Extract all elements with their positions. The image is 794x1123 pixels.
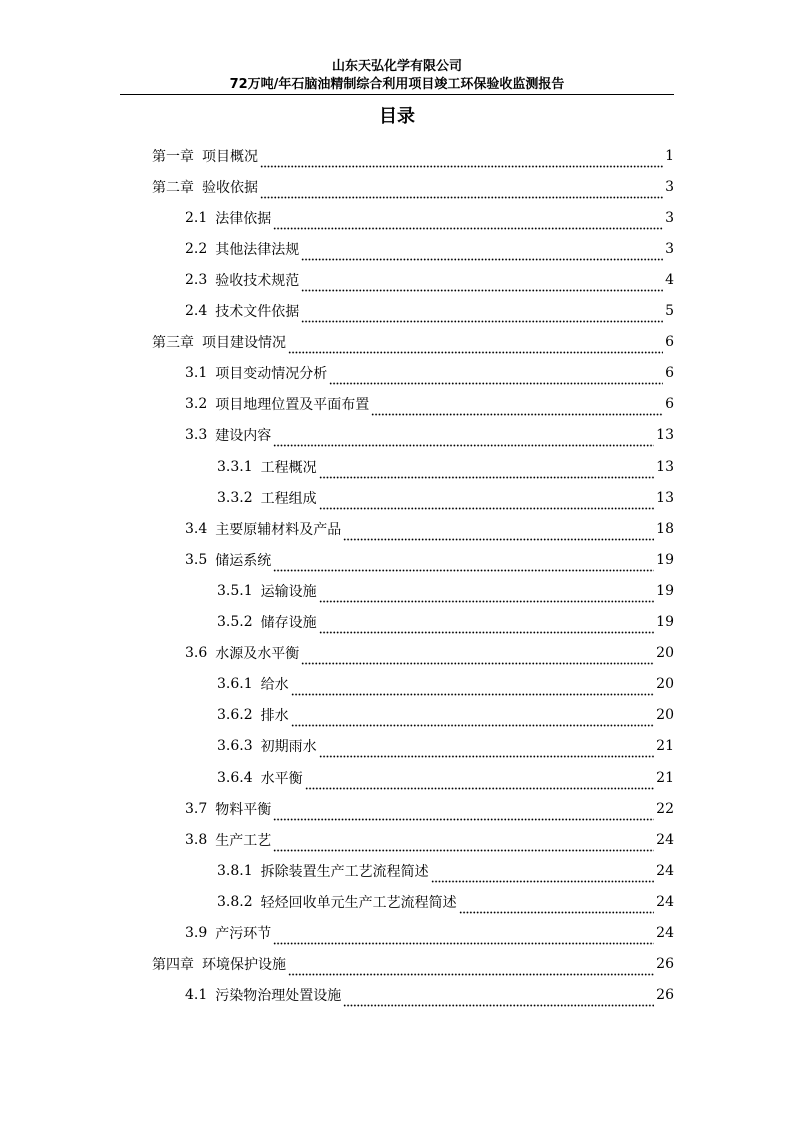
toc-entry-number: 2.1 [185,209,208,226]
toc-entry[interactable] [217,451,674,482]
toc-entry[interactable] [152,140,674,171]
toc-entry-number: 3.3.1 [217,458,253,475]
toc-entry[interactable] [185,824,674,855]
toc-entry-number: 3.6.1 [217,676,253,693]
toc-entry-page: 20 [656,707,674,724]
toc-entry[interactable] [217,700,674,731]
toc-entry[interactable] [185,918,674,949]
toc-entry[interactable] [152,171,674,202]
toc-dot-leader [260,185,663,199]
toc-entry-title: 储运系统 [215,552,272,569]
toc-entry-number: 3.1 [185,365,208,382]
toc-entry-number: 3.5.2 [217,614,253,630]
toc-entry[interactable] [185,544,674,575]
toc-entry-title: 工程组成 [260,490,317,507]
toc-entry-page: 3 [665,178,674,195]
toc-entry-number: 4.1 [185,987,208,1004]
toc-entry-number: 3.8 [185,831,208,848]
toc-entry[interactable] [185,358,674,389]
toc-entry[interactable] [185,264,674,295]
toc-heading: 目录 [379,106,415,127]
toc-entry[interactable] [217,669,674,700]
toc-entry-page: 21 [656,738,674,755]
toc-entry-title: 初期雨水 [260,739,317,756]
toc-dot-leader [459,900,655,914]
toc-entry-title: 主要原辅材料及产品 [215,521,342,538]
toc-entry-title: 法律依据 [215,210,272,227]
toc-entry-page: 24 [656,862,674,879]
toc-entry-title: 污染物治理处置设施 [215,988,342,1005]
toc-dot-leader [371,402,663,416]
toc-dot-leader [305,776,655,790]
toc-dot-leader [291,682,655,696]
toc-entry[interactable] [217,482,674,513]
toc-dot-leader [273,433,654,447]
toc-entry-title: 建设内容 [215,428,272,445]
toc-entry-number: 第一章 [152,148,194,165]
toc-entry-page: 5 [665,303,674,319]
toc-entry-page: 3 [665,240,674,257]
toc-entry-title: 技术文件依据 [215,304,300,320]
toc-dot-leader [319,744,655,758]
toc-entry-page: 24 [656,831,674,848]
toc-dot-leader [273,558,654,572]
toc-entry-number: 3.8.2 [217,893,253,910]
toc-entry-number: 3.4 [185,520,208,537]
toc-dot-leader [431,869,655,883]
toc-dot-leader [273,838,654,852]
toc-entry-page: 6 [665,365,674,382]
toc-dot-leader [319,465,655,479]
toc-entry-number: 3.5.1 [217,582,253,599]
toc-entry-page: 4 [665,271,674,288]
document-header [120,58,674,94]
toc-entry-page: 26 [656,956,674,973]
toc-entry-title: 其他法律法规 [215,241,300,258]
toc-entry-page: 13 [656,458,674,475]
toc-entry-number: 3.5 [185,551,208,568]
toc-dot-leader [273,216,663,230]
toc-entry-number: 3.8.1 [217,862,253,879]
toc-dot-leader [301,309,663,323]
toc-entry-title: 运输设施 [260,583,317,600]
toc-entry-page: 13 [656,489,674,506]
toc-entry-number: 2.2 [185,240,208,257]
toc-entry[interactable] [217,762,674,793]
toc-entry-number: 第三章 [152,335,194,352]
toc-entry-number: 第四章 [152,957,194,974]
toc-entry-title: 验收依据 [202,179,258,196]
toc-entry-number: 第二章 [152,179,194,196]
toc-entry-page: 3 [665,209,674,226]
toc-entry[interactable] [185,296,674,327]
toc-dot-leader [260,154,663,168]
toc-entry-number: 3.6.2 [217,707,253,724]
toc-entry-page: 6 [665,396,674,413]
toc-entry[interactable] [217,575,674,606]
toc-dot-leader [301,247,663,261]
toc-dot-leader [329,371,663,385]
toc-entry[interactable] [152,949,674,980]
toc-entry[interactable] [152,327,674,358]
toc-dot-leader [291,713,655,727]
toc-dot-leader [301,278,663,292]
toc-entry[interactable] [217,607,674,638]
toc-dot-leader [319,496,655,510]
toc-entry-number: 3.2 [185,396,208,413]
toc-entry-title: 产污环节 [215,926,272,942]
toc-entry-title: 物料平衡 [215,801,272,818]
toc-entry-page: 18 [656,520,674,537]
header-divider [120,94,674,95]
header-report-title: 72万吨/年石脑油精制综合利用项目竣工环保验收监测报告 [229,77,565,92]
toc-entry-number: 3.3 [185,427,208,444]
toc-entry-title: 水平衡 [260,770,303,787]
toc-entry-title: 项目变动情况分析 [215,366,328,383]
toc-entry-page: 21 [656,769,674,786]
toc-entry-number: 3.6 [185,645,208,662]
toc-entry-title: 储存设施 [260,615,317,631]
toc-entry[interactable] [185,793,674,824]
toc-entry[interactable] [185,638,674,669]
header-company: 山东天弘化学有限公司 [331,59,462,74]
toc-entry-title: 轻烃回收单元生产工艺流程简述 [260,894,457,911]
toc-entry-title: 排水 [260,708,289,725]
toc-entry-title: 给水 [260,677,289,694]
toc-entry-page: 6 [665,334,674,351]
toc-dot-leader [273,931,654,945]
toc-entry[interactable] [185,513,674,544]
toc-entry-number: 3.7 [185,800,208,817]
toc-entry-number: 3.6.4 [217,769,253,786]
toc-dot-leader [319,620,655,634]
toc-entry-page: 22 [656,800,674,817]
toc-entry-page: 19 [656,551,674,568]
toc-entry-page: 13 [656,427,674,444]
toc-entry[interactable] [185,420,674,451]
toc-entry-title: 拆除装置生产工艺流程简述 [260,863,429,880]
toc-entry[interactable] [185,202,674,233]
toc-entry-number: 3.9 [185,925,208,941]
toc-entry-number: 3.3.2 [217,489,253,506]
toc-entry[interactable] [217,731,674,762]
toc-entry-page: 1 [665,147,674,164]
toc-entry-page: 19 [656,614,674,630]
toc-entry-title: 项目地理位置及平面布置 [215,397,370,414]
toc-dot-leader [301,651,654,665]
toc-entry[interactable] [217,886,674,917]
toc-entry-title: 项目概况 [202,148,258,165]
toc-entry[interactable] [185,980,674,1011]
toc-entry-title: 环境保护设施 [202,957,286,974]
toc-entry-number: 3.6.3 [217,738,253,755]
toc-entry-title: 生产工艺 [215,832,272,849]
toc-entry-page: 24 [656,925,674,941]
toc-entry-title: 工程概况 [260,459,317,476]
toc-dot-leader [343,527,654,541]
toc-entry-number: 2.4 [185,303,208,319]
toc-entry-title: 验收技术规范 [215,272,300,289]
toc-entry-number: 2.3 [185,271,208,288]
toc-dot-leader [288,962,654,976]
toc-entry-page: 26 [656,987,674,1004]
toc-dot-leader [343,993,654,1007]
toc-entry[interactable] [185,389,674,420]
toc-entry[interactable] [217,855,674,886]
toc-dot-leader [273,807,654,821]
toc-entry-page: 19 [656,582,674,599]
toc-entry-page: 20 [656,676,674,693]
toc-dot-leader [319,589,655,603]
toc-entry-page: 24 [656,893,674,910]
toc-entry-title: 水源及水平衡 [215,646,300,663]
toc-entry-title: 项目建设情况 [202,335,286,352]
toc-dot-leader [288,340,663,354]
toc-entry-page: 20 [656,645,674,662]
toc-entry[interactable] [185,233,674,264]
